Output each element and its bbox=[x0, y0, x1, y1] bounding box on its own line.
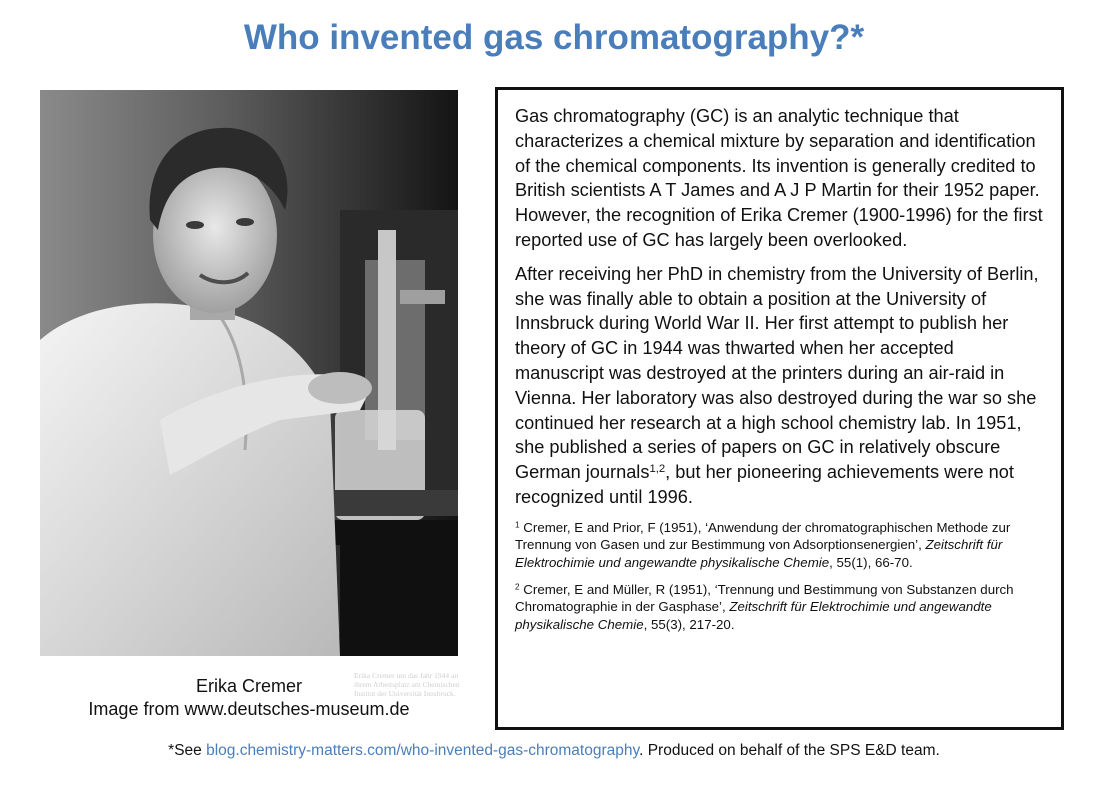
reference-number: 1 bbox=[515, 520, 520, 530]
reference-text: Cremer, E and Prior, F (1951), ‘Anwendung der chromatographischen Methode zur Trennung von Gasen und zur Bestimmung von Adsorptionsenergien’, bbox=[515, 519, 1011, 553]
reference-journal: Zeitschrift für Elektrochimie und angewandte physikalische Chemie bbox=[515, 599, 992, 632]
page-title: Who invented gas chromatography?* bbox=[243, 18, 865, 57]
citation-superscript: 1,2 bbox=[649, 462, 666, 475]
reference-text: Cremer, E and Müller, R (1951), ‘Trennung und Bestimmung von Substanzen durch Chromatographie in der Gasphase’, bbox=[515, 581, 1014, 615]
reference-number: 2 bbox=[515, 582, 520, 591]
footer-prefix: *See bbox=[168, 742, 207, 759]
reference-journal: Zeitschrift für Elektrochimie und angewandte physikalische Chemie bbox=[515, 537, 1003, 570]
caption-name: Erika Cremer bbox=[195, 676, 302, 696]
blog-link[interactable]: blog.chemistry-matters.com/who-invented-gas-chromatography bbox=[206, 742, 640, 759]
footer-suffix: . Produced on behalf of the SPS E&D team. bbox=[639, 742, 940, 759]
portrait-illustration bbox=[40, 90, 458, 656]
caption-source: Image from www.deutsches-museum.de bbox=[88, 699, 410, 719]
footer-note bbox=[0, 742, 1108, 760]
reference-2 bbox=[515, 581, 1047, 634]
photo-inset-caption: Erika Cremer um das Jahr 1944 an ihrem Arbeitsplatz am Chemischen Institut der Universität Innsbruck. bbox=[354, 671, 460, 698]
reference-details: , 55(3), 217-20. bbox=[643, 616, 735, 632]
erika-cremer-photo bbox=[40, 90, 460, 698]
paragraph-history bbox=[515, 262, 1047, 510]
reference-details: , 55(1), 66-70. bbox=[829, 554, 913, 570]
paragraph-history-end: , but her pioneering achievements were not recognized until 1996. bbox=[515, 462, 1014, 507]
article-box bbox=[495, 87, 1064, 730]
paragraph-intro: Gas chromatography (GC) is an analytic technique that characterizes a chemical mixture by separation and identification of the chemical components. Its invention is generally credited to British scientists A T James and A J P Martin for their 1952 paper. However, the recognition of Erika Cremer (1900-1996) for the first reported use of GC has largely been overlooked. bbox=[515, 106, 1043, 250]
photo-caption bbox=[40, 675, 458, 721]
paragraph-history-text: After receiving her PhD in chemistry from the University of Berlin, she was finally able to obtain a position at the University of Innsbruck during World War II. Her first attempt to publish her theory of GC in 1944 was thwarted when her accepted manuscript was destroyed at the printers during an air-raid in Vienna. Her laboratory was also destroyed during the war so she continued her research at a high school chemistry lab. In 1951, she published a series of papers on GC in relatively obscure German journals bbox=[515, 263, 1039, 483]
reference-1 bbox=[515, 519, 1047, 572]
